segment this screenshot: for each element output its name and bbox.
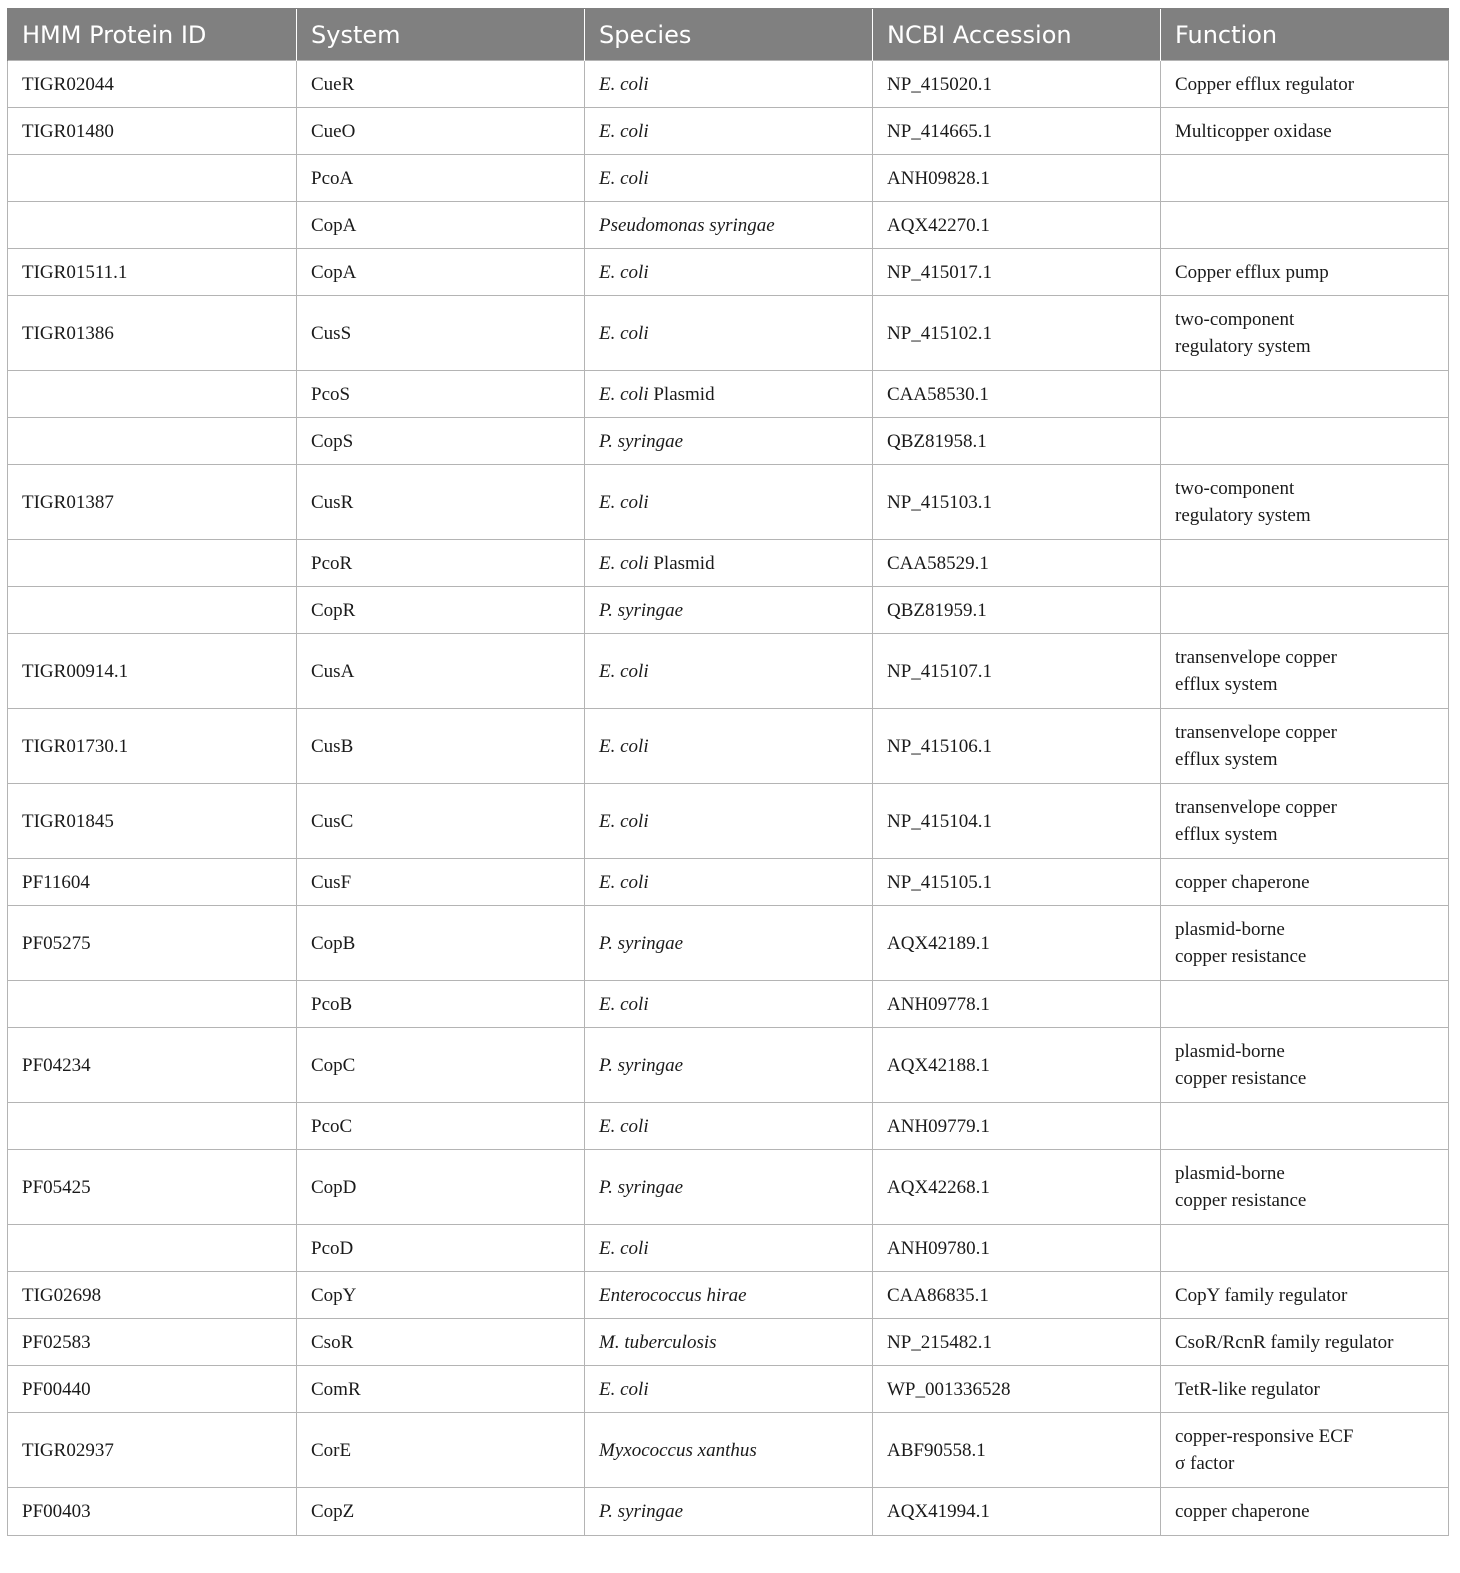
- header-function: Function: [1161, 9, 1449, 61]
- species-name: E. coli: [599, 491, 649, 513]
- cell-system: PcoR: [297, 540, 585, 587]
- function-line-1: copper-responsive ECF: [1175, 1426, 1354, 1447]
- cell-species: [585, 1413, 873, 1488]
- cell-ncbi-accession: NP_415102.1: [873, 296, 1161, 371]
- cell-hmm-protein-id: TIGR01387: [8, 465, 297, 540]
- cell-species: [585, 249, 873, 296]
- species-name: E. coli: [599, 735, 649, 757]
- function-line-1: TetR-like regulator: [1175, 1378, 1320, 1400]
- cell-species: [585, 784, 873, 859]
- table-row: [8, 371, 1449, 418]
- cell-hmm-protein-id: [8, 587, 297, 634]
- table-row: [8, 981, 1449, 1028]
- cell-hmm-protein-id: TIGR01386: [8, 296, 297, 371]
- cell-ncbi-accession: NP_415105.1: [873, 859, 1161, 906]
- cell-hmm-protein-id: PF05425: [8, 1150, 297, 1225]
- cell-species: [585, 906, 873, 981]
- cell-system: CopA: [297, 249, 585, 296]
- cell-hmm-protein-id: [8, 540, 297, 587]
- cell-ncbi-accession: AQX42189.1: [873, 906, 1161, 981]
- cell-hmm-protein-id: TIG02698: [8, 1272, 297, 1319]
- species-name: E. coli: [599, 73, 649, 95]
- cell-ncbi-accession: CAA58530.1: [873, 371, 1161, 418]
- cell-system: CusS: [297, 296, 585, 371]
- function-line-2: regulatory system: [1175, 336, 1311, 357]
- cell-species: [585, 465, 873, 540]
- table-row: [8, 108, 1449, 155]
- species-name: P. syringae: [599, 599, 684, 621]
- species-name: E. coli: [599, 383, 649, 405]
- cell-species: [585, 1225, 873, 1272]
- function-line-1: CopY family regulator: [1175, 1284, 1348, 1306]
- cell-ncbi-accession: AQX42188.1: [873, 1028, 1161, 1103]
- cell-function: [1161, 1103, 1449, 1150]
- species-name: E. coli: [599, 552, 649, 574]
- header-ncbi-accession: NCBI Accession: [873, 9, 1161, 61]
- cell-function: [1161, 709, 1449, 784]
- cell-function: [1161, 155, 1449, 202]
- cell-hmm-protein-id: [8, 202, 297, 249]
- cell-function: [1161, 1319, 1449, 1366]
- cell-ncbi-accession: NP_414665.1: [873, 108, 1161, 155]
- species-name: Enterococcus hirae: [599, 1284, 747, 1306]
- cell-species: [585, 540, 873, 587]
- cell-species: [585, 587, 873, 634]
- cell-function: [1161, 108, 1449, 155]
- cell-function: [1161, 1150, 1449, 1225]
- table-row: [8, 634, 1449, 709]
- cell-species: [585, 1272, 873, 1319]
- cell-function: [1161, 418, 1449, 465]
- table-row: [8, 1488, 1449, 1536]
- species-name: P. syringae: [599, 932, 684, 954]
- cell-hmm-protein-id: [8, 371, 297, 418]
- species-name: E. coli: [599, 993, 649, 1015]
- cell-function: [1161, 465, 1449, 540]
- table-row: [8, 1366, 1449, 1413]
- table-row: [8, 202, 1449, 249]
- function-line-1: Multicopper oxidase: [1175, 120, 1332, 142]
- cell-system: CopA: [297, 202, 585, 249]
- header-system: System: [297, 9, 585, 61]
- cell-hmm-protein-id: PF00440: [8, 1366, 297, 1413]
- cell-ncbi-accession: NP_415017.1: [873, 249, 1161, 296]
- cell-ncbi-accession: CAA86835.1: [873, 1272, 1161, 1319]
- cell-system: CopS: [297, 418, 585, 465]
- cell-system: CorE: [297, 1413, 585, 1488]
- table-row: [8, 587, 1449, 634]
- species-name: E. coli: [599, 322, 649, 344]
- cell-hmm-protein-id: TIGR01730.1: [8, 709, 297, 784]
- cell-function: [1161, 1028, 1449, 1103]
- species-name: M. tuberculosis: [599, 1331, 717, 1353]
- cell-hmm-protein-id: PF04234: [8, 1028, 297, 1103]
- function-line-1: transenvelope copper: [1175, 647, 1337, 668]
- species-name: E. coli: [599, 1378, 649, 1400]
- cell-species: [585, 1488, 873, 1536]
- function-line-2: copper resistance: [1175, 946, 1307, 967]
- table-row: [8, 1413, 1449, 1488]
- cell-function: [1161, 906, 1449, 981]
- cell-function: [1161, 634, 1449, 709]
- table-row: [8, 709, 1449, 784]
- cell-function: [1161, 587, 1449, 634]
- cell-function: [1161, 981, 1449, 1028]
- function-line-2: efflux system: [1175, 824, 1278, 845]
- species-name: E. coli: [599, 120, 649, 142]
- function-line-2: efflux system: [1175, 749, 1278, 770]
- cell-ncbi-accession: NP_415103.1: [873, 465, 1161, 540]
- cell-hmm-protein-id: PF05275: [8, 906, 297, 981]
- function-line-1: two-component: [1175, 309, 1295, 330]
- function-line-1: Copper efflux regulator: [1175, 73, 1355, 95]
- cell-species: [585, 709, 873, 784]
- table-row: [8, 906, 1449, 981]
- cell-hmm-protein-id: TIGR02937: [8, 1413, 297, 1488]
- cell-hmm-protein-id: TIGR01480: [8, 108, 297, 155]
- cell-species: [585, 202, 873, 249]
- cell-species: [585, 155, 873, 202]
- header-row: [8, 9, 1449, 61]
- function-line-2: σ factor: [1175, 1453, 1235, 1474]
- cell-system: CusB: [297, 709, 585, 784]
- cell-species: [585, 1366, 873, 1413]
- species-name: P. syringae: [599, 1054, 684, 1076]
- cell-system: CueO: [297, 108, 585, 155]
- function-line-1: copper chaperone: [1175, 871, 1310, 893]
- table-row: [8, 155, 1449, 202]
- cell-hmm-protein-id: [8, 981, 297, 1028]
- cell-hmm-protein-id: PF00403: [8, 1488, 297, 1536]
- cell-function: [1161, 1272, 1449, 1319]
- cell-species: [585, 1319, 873, 1366]
- function-line-1: plasmid-borne: [1175, 919, 1285, 940]
- cell-ncbi-accession: AQX42268.1: [873, 1150, 1161, 1225]
- cell-ncbi-accession: AQX42270.1: [873, 202, 1161, 249]
- table-row: [8, 1150, 1449, 1225]
- table-row: [8, 1319, 1449, 1366]
- cell-ncbi-accession: AQX41994.1: [873, 1488, 1161, 1536]
- species-name: E. coli: [599, 1115, 649, 1137]
- cell-system: PcoB: [297, 981, 585, 1028]
- cell-function: [1161, 249, 1449, 296]
- cell-system: CueR: [297, 61, 585, 108]
- cell-ncbi-accession: QBZ81958.1: [873, 418, 1161, 465]
- cell-function: [1161, 202, 1449, 249]
- cell-ncbi-accession: ANH09828.1: [873, 155, 1161, 202]
- table-row: [8, 1225, 1449, 1272]
- cell-system: CusA: [297, 634, 585, 709]
- cell-ncbi-accession: CAA58529.1: [873, 540, 1161, 587]
- table-row: [8, 540, 1449, 587]
- table-row: [8, 418, 1449, 465]
- species-name: E. coli: [599, 871, 649, 893]
- cell-ncbi-accession: NP_415020.1: [873, 61, 1161, 108]
- cell-system: CopD: [297, 1150, 585, 1225]
- cell-hmm-protein-id: TIGR01511.1: [8, 249, 297, 296]
- cell-system: PcoA: [297, 155, 585, 202]
- species-name: E. coli: [599, 1237, 649, 1259]
- cell-function: [1161, 371, 1449, 418]
- cell-ncbi-accession: NP_415104.1: [873, 784, 1161, 859]
- species-name: E. coli: [599, 261, 649, 283]
- cell-species: [585, 418, 873, 465]
- function-line-1: transenvelope copper: [1175, 797, 1337, 818]
- table-row: [8, 784, 1449, 859]
- cell-system: PcoD: [297, 1225, 585, 1272]
- function-line-1: plasmid-borne: [1175, 1163, 1285, 1184]
- cell-function: [1161, 61, 1449, 108]
- species-suffix: Plasmid: [648, 383, 715, 405]
- cell-system: CopZ: [297, 1488, 585, 1536]
- cell-function: [1161, 1488, 1449, 1536]
- function-line-2: copper resistance: [1175, 1190, 1307, 1211]
- table-row: [8, 61, 1449, 108]
- cell-species: [585, 371, 873, 418]
- function-line-2: efflux system: [1175, 674, 1278, 695]
- cell-hmm-protein-id: [8, 1103, 297, 1150]
- table-row: [8, 1028, 1449, 1103]
- cell-function: [1161, 1225, 1449, 1272]
- cell-function: [1161, 859, 1449, 906]
- cell-hmm-protein-id: PF11604: [8, 859, 297, 906]
- cell-hmm-protein-id: [8, 1225, 297, 1272]
- cell-species: [585, 1150, 873, 1225]
- cell-function: [1161, 1366, 1449, 1413]
- function-line-1: transenvelope copper: [1175, 722, 1337, 743]
- cell-hmm-protein-id: TIGR01845: [8, 784, 297, 859]
- cell-species: [585, 634, 873, 709]
- table-row: [8, 296, 1449, 371]
- function-line-2: copper resistance: [1175, 1068, 1307, 1089]
- function-line-1: copper chaperone: [1175, 1501, 1310, 1522]
- cell-ncbi-accession: NP_215482.1: [873, 1319, 1161, 1366]
- species-name: E. coli: [599, 660, 649, 682]
- cell-ncbi-accession: ANH09780.1: [873, 1225, 1161, 1272]
- cell-system: CsoR: [297, 1319, 585, 1366]
- cell-system: PcoC: [297, 1103, 585, 1150]
- table-row: [8, 249, 1449, 296]
- cell-ncbi-accession: NP_415107.1: [873, 634, 1161, 709]
- cell-species: [585, 296, 873, 371]
- species-suffix: Plasmid: [648, 552, 715, 574]
- cell-species: [585, 61, 873, 108]
- cell-ncbi-accession: ANH09779.1: [873, 1103, 1161, 1150]
- header-species: Species: [585, 9, 873, 61]
- cell-species: [585, 859, 873, 906]
- cell-function: [1161, 296, 1449, 371]
- cell-species: [585, 1103, 873, 1150]
- function-line-1: two-component: [1175, 478, 1295, 499]
- cell-ncbi-accession: QBZ81959.1: [873, 587, 1161, 634]
- protein-table: [7, 8, 1449, 1536]
- cell-species: [585, 1028, 873, 1103]
- function-line-1: plasmid-borne: [1175, 1041, 1285, 1062]
- cell-ncbi-accession: WP_001336528: [873, 1366, 1161, 1413]
- species-name: P. syringae: [599, 1501, 684, 1522]
- cell-system: CusC: [297, 784, 585, 859]
- table-row: [8, 859, 1449, 906]
- cell-system: CopR: [297, 587, 585, 634]
- cell-function: [1161, 540, 1449, 587]
- cell-hmm-protein-id: [8, 418, 297, 465]
- function-line-1: CsoR/RcnR family regulator: [1175, 1331, 1394, 1353]
- cell-system: CopY: [297, 1272, 585, 1319]
- species-name: Myxococcus xanthus: [599, 1439, 757, 1461]
- cell-system: CusR: [297, 465, 585, 540]
- cell-hmm-protein-id: [8, 155, 297, 202]
- cell-hmm-protein-id: PF02583: [8, 1319, 297, 1366]
- function-line-2: regulatory system: [1175, 505, 1311, 526]
- cell-system: CopB: [297, 906, 585, 981]
- species-name: Pseudomonas syringae: [599, 214, 775, 236]
- table-row: [8, 1103, 1449, 1150]
- function-line-1: Copper efflux pump: [1175, 261, 1329, 283]
- cell-ncbi-accession: ABF90558.1: [873, 1413, 1161, 1488]
- cell-system: CopC: [297, 1028, 585, 1103]
- header-hmm-protein-id: HMM Protein ID: [8, 9, 297, 61]
- cell-species: [585, 108, 873, 155]
- species-name: P. syringae: [599, 430, 684, 452]
- cell-hmm-protein-id: TIGR02044: [8, 61, 297, 108]
- cell-system: CusF: [297, 859, 585, 906]
- cell-system: PcoS: [297, 371, 585, 418]
- cell-species: [585, 981, 873, 1028]
- species-name: E. coli: [599, 810, 649, 832]
- species-name: P. syringae: [599, 1176, 684, 1198]
- table-row: [8, 465, 1449, 540]
- cell-function: [1161, 784, 1449, 859]
- cell-function: [1161, 1413, 1449, 1488]
- cell-system: ComR: [297, 1366, 585, 1413]
- cell-hmm-protein-id: TIGR00914.1: [8, 634, 297, 709]
- cell-ncbi-accession: ANH09778.1: [873, 981, 1161, 1028]
- table-row: [8, 1272, 1449, 1319]
- cell-ncbi-accession: NP_415106.1: [873, 709, 1161, 784]
- species-name: E. coli: [599, 167, 649, 189]
